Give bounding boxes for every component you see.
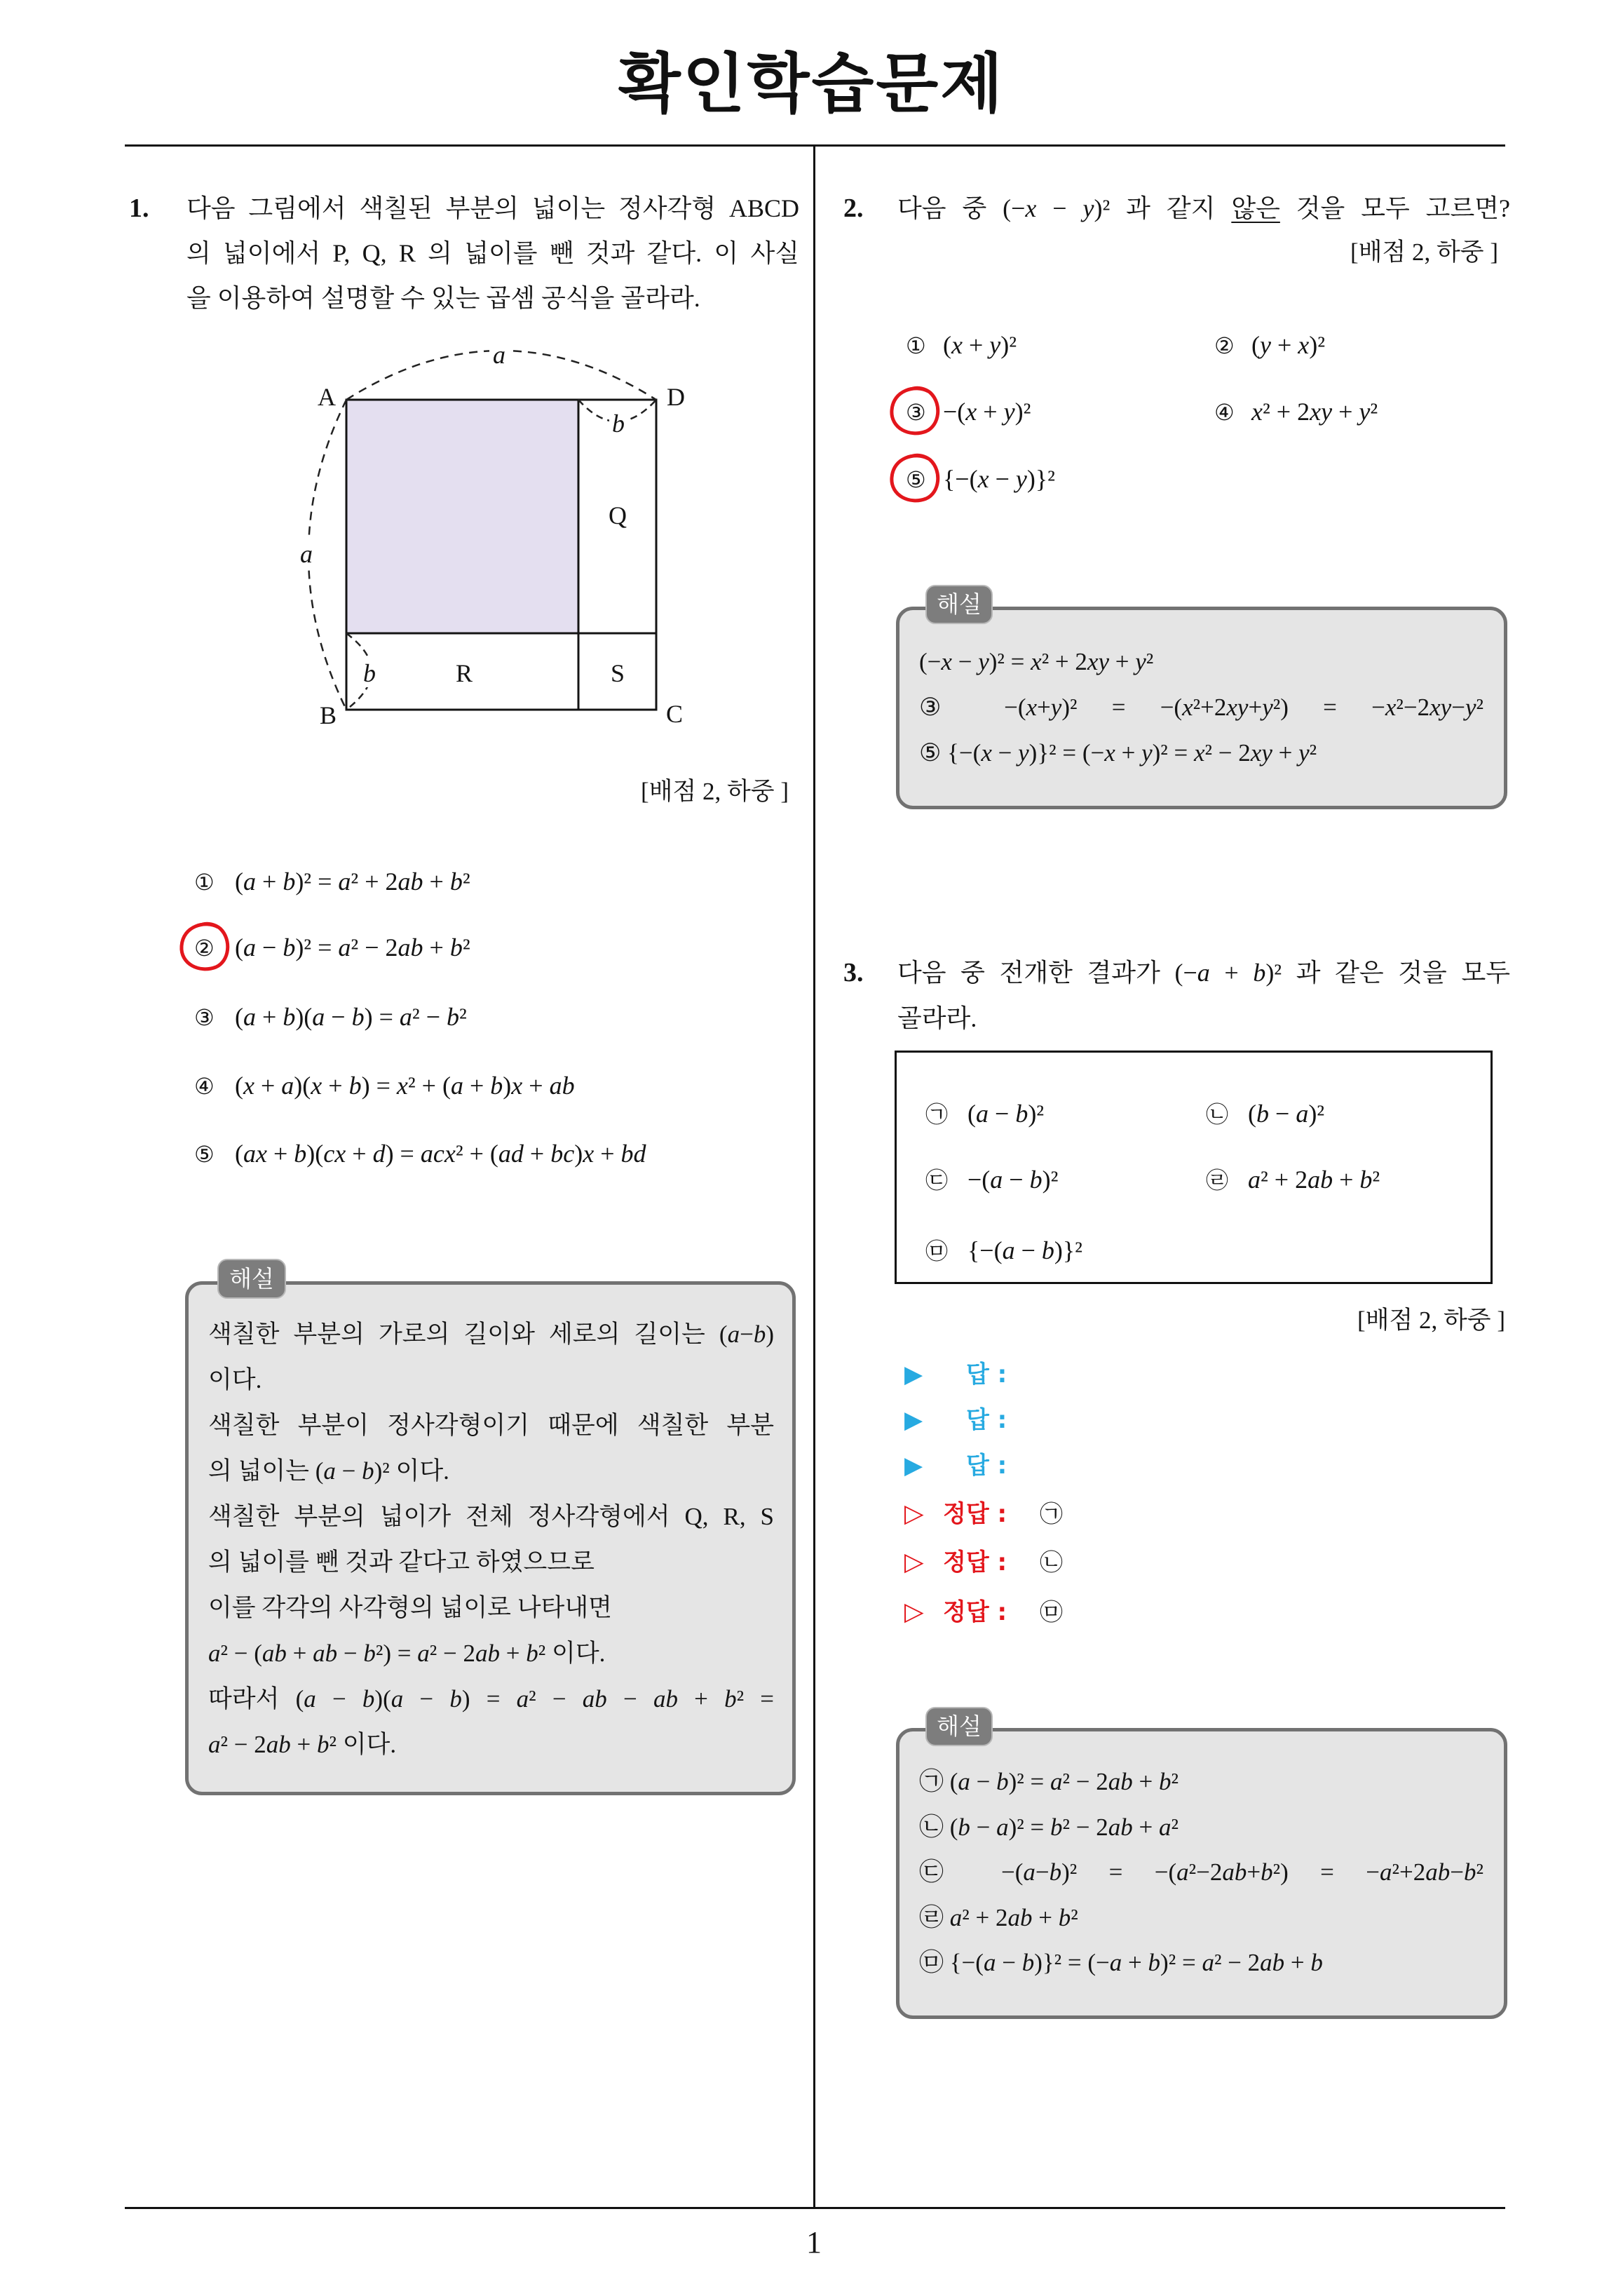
underlined-word: 않은	[1231, 194, 1280, 222]
math-variable: a	[1197, 959, 1210, 987]
solution-badge: 해설	[925, 585, 993, 624]
correct-label: 정답 :	[943, 1500, 1007, 1528]
option-marker: ㉡	[1206, 1101, 1229, 1128]
math-variable: a	[1159, 1813, 1172, 1841]
answer-mark-circle	[176, 919, 235, 975]
math-variable: a	[243, 933, 256, 961]
choice-text: (x + a)(x + b) = x² + (a + b)x + ab	[235, 1072, 575, 1100]
answer-blank-row	[904, 1397, 1007, 1442]
question-text-line: 골라라.	[897, 1004, 977, 1032]
choice-number: ③	[194, 1004, 215, 1031]
math-variable: ab	[313, 1640, 338, 1667]
math-variable: x	[977, 465, 989, 493]
math-variable: a	[1176, 1858, 1189, 1886]
score-label: [배점 2, 하중 ]	[1350, 238, 1498, 266]
choice-number: ②	[1214, 332, 1235, 359]
math-variable: b	[753, 1321, 766, 1348]
math-variable: bc	[550, 1140, 575, 1168]
math-variable: cx	[323, 1140, 346, 1168]
option-text: (a − b)²	[967, 1100, 1045, 1128]
math-variable: b	[1050, 1813, 1063, 1841]
math-variable: b	[724, 1685, 737, 1713]
correct-label: 정답 :	[943, 1598, 1007, 1626]
question-text-line: 의 넓이에서 P, Q, R 의 넓이를 뺀 것과 같다. 이 사실	[186, 239, 799, 267]
choice-2	[1214, 323, 1325, 367]
math-variable: a	[1050, 1768, 1063, 1795]
math-variable: b	[348, 1072, 362, 1100]
solution-line: 이를 각각의 사각형의 넓이로 나타내면	[208, 1594, 612, 1621]
math-variable: ab	[1108, 1813, 1133, 1841]
region-r-label: R	[455, 659, 473, 687]
math-variable: b	[283, 867, 296, 896]
choice-1	[906, 323, 1017, 367]
vertex-d-label: D	[667, 383, 685, 411]
question-text	[897, 186, 1510, 231]
correct-answer-row	[904, 1491, 1063, 1536]
question-text-line	[897, 186, 1510, 231]
math-variable: b	[1058, 1903, 1071, 1931]
math-variable: b	[526, 1640, 538, 1667]
math-variable: a	[391, 1685, 404, 1713]
option-text: −(a − b)²	[967, 1166, 1059, 1194]
math-variable: ab	[582, 1685, 607, 1713]
math-variable: x	[396, 1072, 408, 1100]
vertex-a-label: A	[318, 383, 336, 411]
math-variable: a	[1002, 1236, 1015, 1264]
choice-text: {−(x − y)}²	[943, 465, 1055, 493]
solution-line: 의 넓이는 (a − b)² 이다.	[208, 1457, 449, 1485]
correct-arrow-icon: ▷	[904, 1548, 924, 1576]
option-text: a² + 2ab + b²	[1248, 1166, 1380, 1194]
math-variable: y	[1141, 739, 1153, 767]
math-variable: b	[1015, 1100, 1028, 1128]
region-s-label: S	[610, 659, 625, 687]
math-variable: ab	[1108, 1768, 1133, 1795]
solution-line: ㉤ {−(a − b)}² = (−a + b)² = a² − 2ab + b	[919, 1949, 1323, 1976]
solution-line: ㉠ (a − b)² = a² − 2ab + b²	[919, 1768, 1179, 1795]
choice-4	[1214, 389, 1378, 434]
math-variable: b	[1310, 1949, 1323, 1976]
answer-blank-row	[904, 1351, 1007, 1396]
question-text-part: 것을 모두 고르면?	[1279, 194, 1510, 222]
solution-text	[919, 639, 1483, 776]
math-variable: b	[362, 1457, 374, 1485]
answer-arrow-icon: ▶	[904, 1452, 923, 1480]
math-variable: b	[363, 1640, 376, 1667]
correct-answer-row	[904, 1589, 1063, 1634]
math-variable: y	[1359, 398, 1371, 426]
solution-line: 색칠한 부분의 가로의 길이와 세로의 길이는 (a−b)	[208, 1321, 774, 1348]
math-variable: b	[1261, 1858, 1273, 1886]
math-variable: y	[1015, 465, 1027, 493]
choice-text: (a + b)² = a² + 2ab + b²	[235, 867, 470, 896]
answer-blank-row	[904, 1443, 1007, 1487]
math-variable: a	[208, 1640, 221, 1667]
footer-rule	[125, 2207, 1505, 2209]
math-variable: a	[516, 1685, 529, 1713]
answer-mark-circle	[886, 384, 945, 440]
option-marker: ㉢	[925, 1167, 949, 1194]
correct-value: ㉤	[1040, 1600, 1063, 1626]
solution-line: ⑤ {−(x − y)}² = (−x + y)² = x² − 2xy + y²	[919, 739, 1317, 767]
math-variable: b	[316, 1731, 330, 1758]
math-variable: b	[1359, 1166, 1373, 1194]
choice-text: (a − b)² = a² − 2ab + b²	[235, 933, 470, 961]
question-text	[897, 950, 1510, 1041]
math-variable: a	[312, 1003, 325, 1031]
math-variable: y	[1262, 694, 1273, 721]
option-item	[1206, 1091, 1324, 1136]
choice-number: ①	[194, 869, 215, 896]
score-label: [배점 2, 하중 ]	[640, 778, 789, 805]
math-variable: a	[243, 867, 256, 896]
choice-number: ④	[1214, 399, 1235, 426]
math-variable: b	[490, 1072, 503, 1100]
math-variable: x	[941, 648, 952, 675]
math-variable: b	[1159, 1768, 1172, 1795]
math-variable: a	[338, 867, 351, 896]
part-b-top-label: b	[612, 410, 625, 438]
side-a-left-label: a	[300, 540, 313, 568]
question-text-line: 다음 그림에서 색칠된 부분의 넓이는 정사각형 ABCD	[186, 194, 799, 222]
math-variable: b	[351, 1003, 365, 1031]
solution-line: 의 넓이를 뺀 것과 같다고 하였으므로	[208, 1548, 595, 1576]
math-variable: b	[447, 1003, 460, 1031]
math-variable: xy	[1226, 694, 1249, 721]
math-variable: x	[1182, 694, 1193, 721]
math-variable: b	[1049, 1858, 1062, 1886]
math-variable: b	[1256, 1100, 1269, 1128]
math-variable: x	[1104, 739, 1115, 767]
solution-line: 색칠한 부분의 넓이가 전체 정사각형에서 Q, R, S	[208, 1503, 774, 1530]
math-variable: ab	[398, 933, 423, 961]
choice-text: (x + y)²	[943, 331, 1017, 359]
math-variable: d	[372, 1140, 386, 1168]
solution-text	[208, 1311, 774, 1767]
math-variable: y	[1260, 331, 1271, 359]
math-variable: a	[338, 933, 351, 961]
math-variable: a	[727, 1321, 740, 1348]
math-variable: acx	[420, 1140, 456, 1168]
option-marker: ㉣	[1206, 1167, 1229, 1194]
region-q-label: Q	[609, 501, 627, 529]
math-variable: x	[583, 1140, 595, 1168]
choice-number: ⑤	[194, 1141, 215, 1168]
math-variable: ab	[266, 1731, 291, 1758]
math-variable: x	[981, 739, 992, 767]
math-variable: ab	[262, 1640, 287, 1667]
choice-4	[194, 1063, 575, 1108]
math-variable: y	[978, 648, 989, 675]
solution-line: a² − 2ab + b² 이다.	[208, 1731, 397, 1758]
math-variable: y	[1082, 194, 1094, 222]
math-variable: b	[1021, 1949, 1035, 1976]
question-text-part: 다음 중 (−x − y)² 과 같지	[897, 194, 1232, 222]
solution-text	[919, 1760, 1483, 1986]
vertex-b-label: B	[319, 701, 337, 729]
math-variable: y	[1135, 648, 1146, 675]
math-variable: x	[965, 398, 977, 426]
math-variable: ab	[1425, 1858, 1451, 1886]
math-variable: ab	[398, 867, 423, 896]
math-variable: x	[311, 1072, 322, 1100]
part-b-bottom-label: b	[363, 659, 376, 687]
math-variable: ab	[1007, 1903, 1033, 1931]
math-variable: ab	[653, 1685, 678, 1713]
answer-mark-stroke	[892, 455, 938, 501]
math-variable: b	[449, 933, 463, 961]
math-variable: a	[983, 1949, 996, 1976]
math-variable: a	[990, 1166, 1003, 1194]
math-variable: y	[1298, 739, 1310, 767]
math-variable: x	[511, 1072, 523, 1100]
solution-line: 이다.	[208, 1366, 262, 1393]
math-variable: b	[294, 1140, 307, 1168]
choice-5	[194, 1131, 646, 1176]
question-number: 3.	[843, 958, 864, 987]
math-variable: a	[1023, 1858, 1035, 1886]
math-variable: xy	[1310, 398, 1333, 426]
choice-number: ⑤	[906, 466, 926, 493]
option-item	[925, 1091, 1044, 1136]
score-label: [배점 2, 하중 ]	[1357, 1306, 1505, 1334]
math-variable: b	[1464, 1858, 1476, 1886]
math-variable: a	[949, 1903, 963, 1931]
page-title: 확인학습문제	[618, 46, 1005, 121]
math-variable: a	[304, 1685, 316, 1713]
math-variable: a	[323, 1457, 336, 1485]
math-variable: a	[399, 1003, 412, 1031]
correct-arrow-icon: ▷	[904, 1598, 924, 1626]
math-variable: a	[1248, 1166, 1261, 1194]
math-variable: y	[1050, 694, 1062, 721]
math-variable: x	[1031, 648, 1042, 675]
question-text-line: 다음 중 전개한 결과가 (−a + b)² 과 같은 것을 모두	[897, 959, 1511, 987]
math-variable: xy	[1087, 648, 1109, 675]
correct-value: ㉡	[1040, 1551, 1063, 1576]
answer-mark-stroke	[182, 924, 228, 969]
math-variable: b	[958, 1813, 970, 1841]
math-variable: ab	[1308, 1166, 1333, 1194]
math-variable: b	[1148, 1949, 1161, 1976]
solution-line: (−x − y)² = x² + 2xy + y²	[919, 648, 1154, 675]
math-variable: x	[1298, 331, 1310, 359]
math-variable: a	[1202, 1949, 1214, 1976]
math-variable: bd	[620, 1140, 646, 1168]
math-variable: b	[996, 1768, 1009, 1795]
choice-number: ④	[194, 1073, 215, 1100]
solution-line: ③ −(x+y)² = −(x²+2xy+y²) = −x²−2xy−y²	[919, 694, 1483, 721]
math-variable: y	[1018, 739, 1029, 767]
answer-label: 답 :	[966, 1360, 1007, 1389]
math-variable: b	[1253, 959, 1266, 987]
math-variable: b	[449, 867, 463, 896]
side-a-top-label: a	[493, 341, 505, 369]
square-figure	[280, 330, 715, 736]
solution-line: ㉢ −(a−b)² = −(a²−2ab+b²) = −a²+2ab−b²	[919, 1858, 1483, 1886]
option-item	[925, 1228, 1082, 1273]
math-variable: b	[1029, 1166, 1043, 1194]
column-divider	[813, 144, 815, 2209]
option-text: (b − a)²	[1248, 1100, 1325, 1128]
math-variable: xy	[1430, 694, 1452, 721]
math-variable: a	[958, 1768, 970, 1795]
solution-line: ㉡ (b − a)² = b² − 2ab + a²	[919, 1813, 1179, 1841]
math-variable: x	[1025, 194, 1037, 222]
answer-mark-circle	[886, 451, 945, 507]
math-variable: b	[283, 933, 296, 961]
math-variable: ab	[1222, 1858, 1247, 1886]
math-variable: ax	[243, 1140, 267, 1168]
math-variable: x	[1026, 694, 1038, 721]
shaded-square	[346, 400, 578, 633]
math-variable: x	[1385, 694, 1397, 721]
correct-label: 정답 :	[943, 1548, 1007, 1576]
math-variable: y	[1003, 398, 1015, 426]
answer-mark-stroke	[892, 388, 938, 433]
answer-arrow-icon: ▶	[904, 1406, 923, 1434]
solution-line: a² − (ab + ab − b²) = a² − 2ab + b² 이다.	[208, 1640, 606, 1667]
math-variable: x	[1194, 739, 1205, 767]
math-variable: b	[283, 1003, 296, 1031]
math-variable: a	[243, 1003, 256, 1031]
math-variable: x	[951, 331, 963, 359]
solution-line: 따라서 (a − b)(a − b) = a² − ab − ab + b² =	[208, 1685, 775, 1713]
math-variable: y	[1465, 694, 1476, 721]
math-variable: x	[1251, 398, 1263, 426]
choice-3	[194, 994, 467, 1039]
answer-arrow-icon: ▶	[904, 1360, 923, 1389]
math-variable: b	[362, 1685, 375, 1713]
solution-badge: 해설	[217, 1259, 286, 1299]
math-variable: a	[996, 1813, 1009, 1841]
vertex-c-label: C	[665, 700, 684, 728]
option-text: {−(a − b)}²	[967, 1236, 1082, 1264]
math-variable: a	[281, 1072, 294, 1100]
option-marker: ㉤	[925, 1238, 949, 1264]
choice-text: x² + 2xy + y²	[1251, 398, 1378, 426]
math-variable: a	[1296, 1100, 1309, 1128]
math-variable: b	[1041, 1236, 1054, 1264]
correct-value: ㉠	[1040, 1502, 1063, 1527]
correct-arrow-icon: ▷	[904, 1499, 924, 1528]
math-variable: ad	[498, 1140, 524, 1168]
question-text	[186, 186, 799, 320]
math-variable: a	[417, 1640, 430, 1667]
math-variable: a	[208, 1731, 221, 1758]
math-variable: a	[976, 1100, 989, 1128]
choice-2	[194, 925, 470, 970]
math-variable: a	[1380, 1858, 1392, 1886]
choice-text: (a + b)(a − b) = a² − b²	[235, 1003, 467, 1031]
answer-label: 답 :	[966, 1452, 1007, 1480]
math-variable: b	[449, 1685, 462, 1713]
choice-number: ③	[906, 399, 926, 426]
solution-line: ㉣ a² + 2ab + b²	[919, 1903, 1078, 1931]
solution-line: 색칠한 부분이 정사각형이기 때문에 색칠한 부분	[208, 1412, 774, 1439]
option-item	[925, 1157, 1058, 1202]
math-variable: x	[243, 1072, 254, 1100]
answer-label: 답 :	[966, 1406, 1007, 1434]
choice-text: −(x + y)²	[943, 398, 1031, 426]
question-text-line: 을 이용하여 설명할 수 있는 곱셈 공식을 골라라.	[186, 284, 700, 312]
choice-number: ②	[194, 935, 215, 961]
math-variable: a	[450, 1072, 463, 1100]
choice-1	[194, 859, 470, 904]
correct-answer-row	[904, 1539, 1063, 1584]
question-number: 2.	[843, 194, 864, 223]
math-variable: y	[989, 331, 1001, 359]
math-variable: ab	[1260, 1949, 1285, 1976]
math-variable: ab	[475, 1640, 501, 1667]
math-variable: a	[1109, 1949, 1122, 1976]
choice-text: (ax + b)(cx + d) = acx² + (ad + bc)x + bd	[235, 1140, 646, 1168]
solution-badge: 해설	[925, 1707, 993, 1746]
option-item	[1206, 1157, 1380, 1202]
choice-text: (y + x)²	[1251, 331, 1326, 359]
math-variable: xy	[1250, 739, 1272, 767]
option-marker: ㉠	[925, 1101, 949, 1128]
math-variable: ab	[549, 1072, 575, 1100]
choice-number: ①	[906, 332, 926, 359]
question-number: 1.	[129, 194, 149, 223]
page-number: 1	[806, 2225, 822, 2260]
